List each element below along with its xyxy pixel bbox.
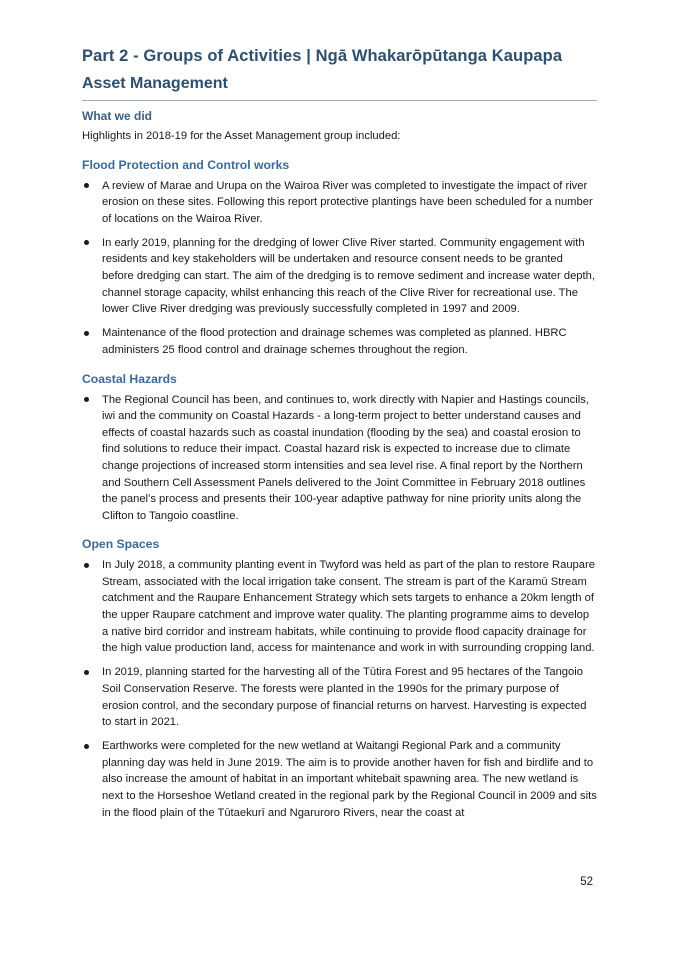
bullet-list — [82, 557, 597, 821]
list-item — [82, 235, 597, 318]
bullet-text: In July 2018, a community planting event in Twyford was held as part of the plan to restore Raupare Stream, associated with the local irrigation take consent. The stream is part of the Karamū Stream catchment and the Raupare Enhancement Strategy which sets targets to enhance a 20km length of the upper Raupare catchment and improve water quality. The planting programme aims to develop a native bird corridor and instream habitats, while continuing to provide flood capacity drainage for the high value production land, access for maintenance and work in with surrounding cropping land. — [102, 559, 595, 655]
bullet-icon — [84, 183, 89, 188]
bullet-icon — [84, 397, 89, 402]
bullet-icon — [84, 670, 89, 675]
list-item — [82, 325, 597, 358]
list-item — [82, 664, 597, 730]
bullet-list — [82, 392, 597, 525]
page-content — [82, 42, 597, 829]
flood-protection-section — [82, 155, 597, 359]
bullet-text: In 2019, planning started for the harvesting all of the Tūtira Forest and 95 hectares of the Tangoio Soil Conservation Reserve. The forests were planted in the 1990s for the primary purpose of erosion control, and the secondary purpose of financial returns on harvest. Harvesting is expected to start in 2021. — [102, 666, 587, 729]
bullet-text: Earthworks were completed for the new wetland at Waitangi Regional Park and a community planning day was held in June 2019. The aim is to provide another haven for fish and birdlife and to also increase the amount of habitat in an important whitebait spawning area. The new wetland is next to the Horseshoe Wetland created in the regional park by the Regional Council in 2009 and sits in the flood plain of the Tūtaekurī and Ngaruroro Rivers, near the coast at — [102, 740, 597, 819]
list-item — [82, 557, 597, 657]
bullet-icon — [84, 744, 89, 749]
group-heading: Coastal Hazards — [82, 371, 177, 386]
list-item — [82, 178, 597, 228]
bullet-list — [82, 178, 597, 359]
page-number: 52 — [580, 876, 593, 888]
bullet-text: In early 2019, planning for the dredging of lower Clive River started. Community engagement with residents and key stakeholders will be undertaken and resource consent needs to be granted before dredging can start. The aim of the dredging is to remove sediment and increase water depth, channel storage capacity, whilst enhancing this reach of the Clive River for recreational use. The lower Clive River dredging was previously successfully completed in 1997 and 2009. — [102, 236, 595, 316]
group-heading: Open Spaces — [82, 537, 160, 552]
intro-text: Highlights in 2018-19 for the Asset Management group included: — [82, 130, 401, 142]
list-item — [82, 738, 597, 821]
coastal-hazards-section — [82, 369, 597, 525]
bullet-icon — [84, 563, 89, 568]
what-we-did-heading: What we did — [82, 109, 152, 123]
open-spaces-section — [82, 534, 597, 821]
bullet-text: The Regional Council has been, and continues to, work directly with Napier and Hastings councils, iwi and the community on Coastal Hazards - a long-term project to better understand causes and effects of coastal hazards such as coastal inundation (flooding by the sea) and coastal erosion to find solutions to reduce their impact. Coastal hazard risk is expected to increase due to climate change projections of increased storm intensities and sea level rise. A final report by the Northern and Southern Cell Assessment Panels delivered to the Joint Committee in February 2018 outlines the panel’s process and presents their 100-year adaptive pathway for nine priority units along the Clifton to Tangoio coastline. — [102, 393, 589, 522]
group-heading: Flood Protection and Control works — [82, 157, 290, 172]
bullet-text: Maintenance of the flood protection and drainage schemes was completed as planned. HBRC administers 25 flood control and drainage schemes throughout the region. — [102, 327, 567, 356]
section-title: Asset Management — [82, 71, 597, 101]
bullet-text: A review of Marae and Urupa on the Wairoa River was completed to investigate the impact of river erosion on these sites. Following this report protective plantings have been scheduled for a number of locations on the Wairoa River. — [102, 179, 593, 225]
part-title: Part 2 - Groups of Activities | Ngā Whakarōpūtanga Kaupapa — [82, 47, 563, 65]
bullet-icon — [84, 240, 89, 245]
bullet-icon — [84, 331, 89, 336]
list-item — [82, 392, 597, 525]
